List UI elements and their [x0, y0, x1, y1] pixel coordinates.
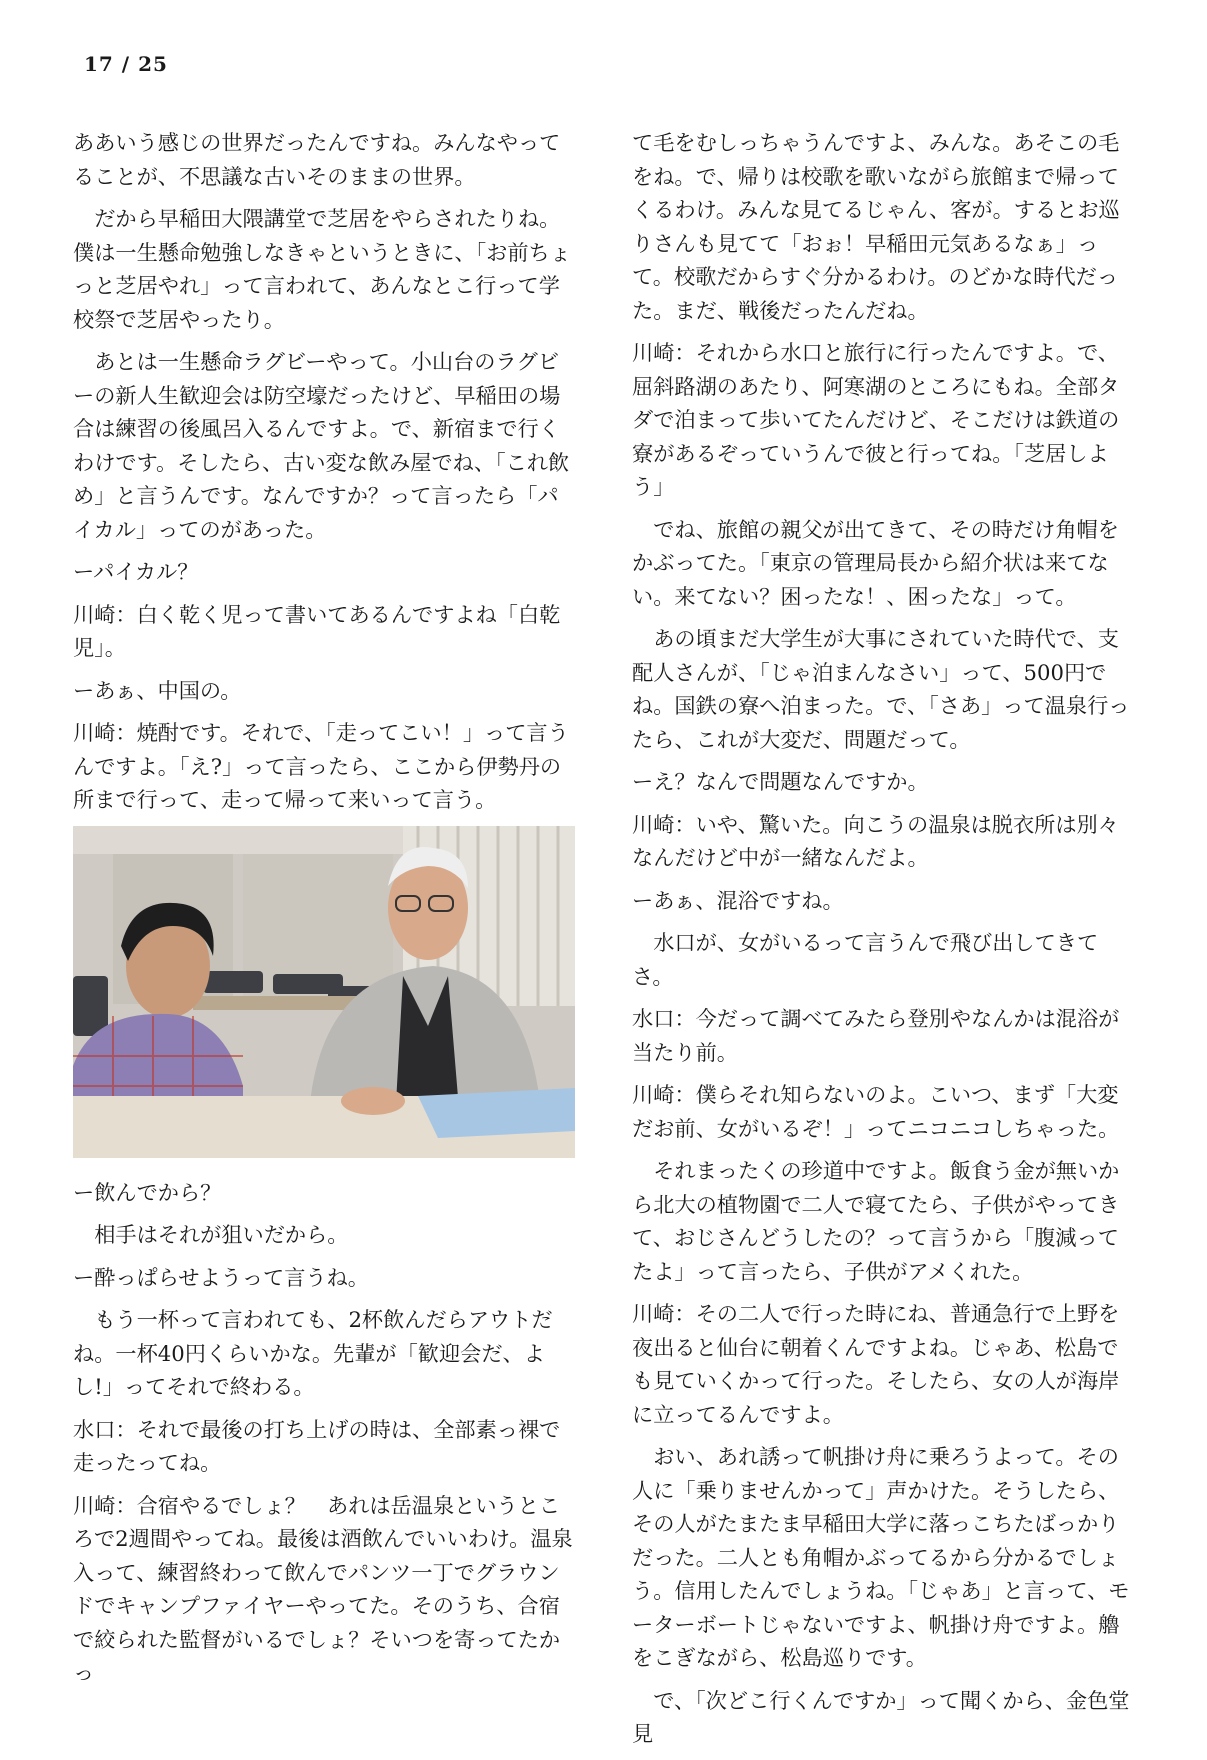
paragraph: ーえ？なんで問題なんですか。 [632, 769, 929, 794]
paragraph: 川崎：焼酎です。それで、「走ってこい！」って言うんですよ。「え?」って言ったら、ここから伊勢丹の所まで行って、走って帰って来いって言う。 [73, 720, 569, 812]
paragraph: ああいう感じの世界だったんですね。みんなやってることが、不思議な古いそのままの世界。 [73, 130, 561, 189]
paragraph: ー酔っぱらせようって言うね。 [73, 1264, 369, 1290]
interview-photo [73, 826, 575, 1158]
paragraph: もう一杯って言われても、2杯飲んだらアウトだね。一杯40円くらいかな。先輩が「歓迎会だ、よし!」ってそれで終わる。 [73, 1307, 553, 1399]
paragraph: で、「次どこ行くんですか」って聞くから、金色堂見 [632, 1687, 1130, 1746]
paragraph: て毛をむしっちゃうんですよ、みんな。あそこの毛をね。で、帰りは校歌を歌いながら旅館まで帰ってくるわけ。みんな見てるじゃん、客が。するとお巡りさんも見てて「おぉ！早稲田元気あるなぁ」って。校歌だからすぐ分かるわけ。のどかな時代だった。まだ、戦後だったんだね。 [632, 130, 1120, 323]
paragraph: あの頃まだ大学生が大事にされていた時代で、支配人さんが、「じゃ泊まんなさい」って、500円でね。国鉄の寮へ泊まった。で、「さあ」って温泉行ったら、これが大変だ、問題だって。 [632, 626, 1130, 752]
paragraph: おい、あれ誘って帆掛け舟に乗ろうよって。その人に「乗りませんかって」声かけた。そうしたら、その人がたまたま早稲田大学に落っこちたばっかりだった。二人とも角帽かぶってるから分かるでしょう。信用したんでしょうね。「じゃあ」と言って、モーターボートじゃないですよ、帆掛け舟ですよ。艪をこぎながら、松島巡りです。 [632, 1444, 1130, 1670]
paragraph: ーパイカル？ [73, 559, 199, 584]
paragraph: 水口が、女がいるって言うんで飛び出してきてさ。 [632, 930, 1099, 989]
paragraph: ーあぁ、中国の。 [73, 677, 242, 703]
paragraph: 川崎：それから水口と旅行に行ったんですよ。で、屈斜路湖のあたり、阿寒湖のところにもね。全部タダで泊まって歩いてたんだけど、そこだけは鉄道の寮があるぞっていうんで彼と行ってね。「芝居しよう」 [632, 340, 1120, 499]
paragraph: 川崎：僕らそれ知らないのよ。こいつ、まず「大変だお前、女がいるぞ！」ってニコニコしちゃった。 [632, 1082, 1120, 1141]
paragraph: 相手はそれが狙いだから。 [94, 1222, 349, 1247]
paragraph: ー飲んでから？ [73, 1179, 222, 1205]
paragraph: 川崎：白く乾く児って書いてあるんですよね「白乾児」。 [73, 601, 561, 660]
paragraph: 水口：それで最後の打ち上げの時は、全部素っ裸で走ったってね。 [73, 1416, 561, 1475]
page-number: 17 / 25 [84, 52, 168, 76]
paragraph: 川崎：その二人で行った時にね、普通急行で上野を夜出ると仙台に朝着くんですよね。じゃあ、松島でも見ていくかって行った。そしたら、女の人が海岸に立ってるんですよ。 [632, 1301, 1120, 1427]
paragraph: 川崎：合宿やるでしょ？ あれは岳温泉というところで2週間やってね。最後は酒飲んでいいわけ。温泉入って、練習終わって飲んでパンツ一丁でグラウンドでキャンプファイヤーやってた。そのうち、合宿で絞られた監督がいるでしょ？そいつを寄ってたかっ [73, 1492, 573, 1685]
paragraph: それまったくの珍道中ですよ。飯食う金が無いから北大の植物園で二人で寝てたら、子供がやってきて、おじさんどうしたの？って言うから「腹減ってたよ」って言ったら、子供がアメくれた。 [632, 1158, 1120, 1284]
paragraph: あとは一生懸命ラグビーやって。小山台のラグビーの新人生歓迎会は防空壕だったけど、早稲田の場合は練習の後風呂入るんですよ。で、新宿まで行くわけです。そしたら、古い変な飲み屋でね、「これ飲め」と言うんです。なんですか？って言ったら「パイカル」ってのがあった。 [73, 349, 570, 542]
paragraph: だから早稲田大隈講堂で芝居をやらされたりね。僕は一生懸命勉強しなきゃというときに、「お前ちょっと芝居やれ」って言われて、あんなとこ行って学校祭で芝居やったり。 [73, 206, 571, 332]
left-column [73, 126, 575, 1699]
right-column [632, 126, 1134, 1760]
paragraph: 水口：今だって調べてみたら登別やなんかは混浴が当たり前。 [632, 1006, 1120, 1065]
paragraph: でね、旅館の親父が出てきて、その時だけ角帽をかぶってた。「東京の管理局長から紹介状は来てない。来てない？困ったな！、困ったな」って。 [632, 516, 1119, 609]
paragraph: 川崎：いや、驚いた。向こうの温泉は脱衣所は別々なんだけど中が一緒なんだよ。 [632, 811, 1119, 870]
paragraph: ーあぁ、混浴ですね。 [632, 887, 844, 913]
